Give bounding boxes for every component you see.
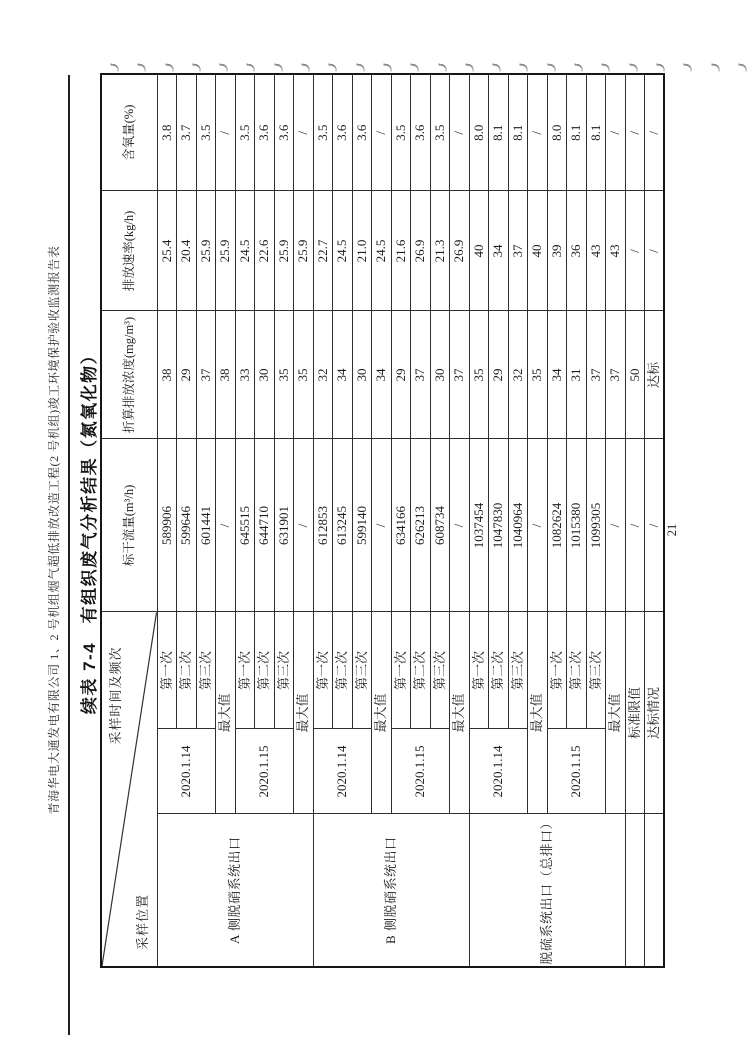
freq-cell: 第三次 (430, 612, 450, 729)
concentration-cell: 30 (352, 311, 372, 439)
concentration-cell: 34 (547, 311, 567, 439)
table-row (157, 74, 177, 967)
rate-cell: 25.9 (196, 191, 216, 311)
freq-cell: 第一次 (313, 612, 333, 729)
oxygen-cell: 3.6 (411, 74, 431, 191)
flow-cell: 599140 (352, 439, 372, 612)
page-edge-mark (383, 63, 393, 71)
rate-cell: 36 (567, 191, 587, 311)
flow-cell: 1015380 (567, 439, 587, 612)
freq-cell: 第二次 (411, 612, 431, 729)
concentration-cell: 30 (255, 311, 275, 439)
header-concentration: 折算排放浓度(mg/m³) (101, 311, 157, 439)
page-edge-mark (164, 63, 174, 71)
page-edge-mark (137, 63, 147, 71)
date-cell: 2020.1.15 (547, 729, 606, 814)
header-rate: 排放速率(kg/h) (101, 191, 157, 311)
header-flow: 标干流量(m³/h) (101, 439, 157, 612)
diagonal-header-cell (101, 612, 157, 967)
max-label-cell: 最大值 (528, 612, 548, 814)
page-edge-mark (737, 63, 747, 71)
freq-cell: 第二次 (333, 612, 353, 729)
freq-cell: 第二次 (489, 612, 509, 729)
oxygen-cell: 8.1 (567, 74, 587, 191)
flow-cell: 626213 (411, 439, 431, 612)
concentration-cell: 34 (333, 311, 353, 439)
table-title: 续表 7-4 有组织废气分析结果（氮氧化物） (80, 345, 99, 715)
page-edge-mark (628, 63, 638, 71)
flow-cell: 601441 (196, 439, 216, 612)
oxygen-cell: 3.6 (333, 74, 353, 191)
flow-cell: 1040964 (508, 439, 528, 612)
page-edge-mark (710, 63, 720, 71)
scan-edge-marks (110, 59, 750, 71)
rate-cell: 22.7 (313, 191, 333, 311)
rate-cell: 24.5 (333, 191, 353, 311)
oxygen-cell: 3.5 (196, 74, 216, 191)
flow-cell: 631901 (274, 439, 294, 612)
rate-cell: 25.9 (294, 191, 314, 311)
rate-cell: 43 (586, 191, 606, 311)
flow-cell: 1047830 (489, 439, 509, 612)
header-oxygen: 含氧量(%) (101, 74, 157, 191)
flow-cell: 645515 (235, 439, 255, 612)
freq-cell: 第三次 (508, 612, 528, 729)
flow-cell: / (216, 439, 236, 612)
oxygen-cell: 8.0 (547, 74, 567, 191)
oxygen-cell: / (606, 74, 626, 191)
concentration-cell: 29 (489, 311, 509, 439)
table-row (469, 74, 489, 967)
page-edge-mark (410, 63, 420, 71)
flow-cell: 599646 (177, 439, 197, 612)
date-cell: 2020.1.14 (469, 729, 528, 814)
freq-cell: 第三次 (586, 612, 606, 729)
rate-cell: 37 (508, 191, 528, 311)
rate-cell: 39 (547, 191, 567, 311)
concentration-cell: 37 (606, 311, 626, 439)
oxygen-cell: 3.5 (430, 74, 450, 191)
oxygen-cell: 8.1 (586, 74, 606, 191)
concentration-cell: 33 (235, 311, 255, 439)
page-edge-mark (437, 63, 447, 71)
concentration-cell: 35 (528, 311, 548, 439)
concentration-cell: 29 (177, 311, 197, 439)
location-empty-cell (625, 814, 645, 967)
oxygen-cell: 3.6 (274, 74, 294, 191)
concentration-cell: 38 (216, 311, 236, 439)
page-edge-mark (328, 63, 338, 71)
oxygen-cell: / (372, 74, 392, 191)
page-header: 青海华电大通发电有限公司 1、2 号机组烟气超低排放改造工程(2 号机组)竣工环境保护验收监测报告表 (47, 245, 61, 815)
footer-row (645, 74, 665, 967)
max-label-cell: 最大值 (372, 612, 392, 814)
date-cell: 2020.1.15 (391, 729, 450, 814)
oxygen-cell: 8.1 (489, 74, 509, 191)
oxygen-cell: 8.1 (508, 74, 528, 191)
oxygen-cell: 8.0 (469, 74, 489, 191)
rate-cell: 26.9 (411, 191, 431, 311)
oxygen-cell: / (216, 74, 236, 191)
oxygen-cell: 3.6 (352, 74, 372, 191)
concentration-cell: 31 (567, 311, 587, 439)
page-edge-mark (492, 63, 502, 71)
oxygen-cell: 3.5 (313, 74, 333, 191)
freq-cell: 第二次 (177, 612, 197, 729)
concentration-cell: 达标 (645, 311, 665, 439)
location-cell: 脱硫系统出口（总排口） (469, 814, 625, 967)
rate-cell: 22.6 (255, 191, 275, 311)
oxygen-cell: / (450, 74, 470, 191)
flow-cell: 589906 (157, 439, 177, 612)
concentration-cell: 30 (430, 311, 450, 439)
page-edge-mark (246, 63, 256, 71)
concentration-cell: 50 (625, 311, 645, 439)
rate-cell: 25.4 (157, 191, 177, 311)
oxygen-cell: / (645, 74, 665, 191)
freq-cell: 第三次 (274, 612, 294, 729)
max-label-cell: 最大值 (294, 612, 314, 814)
header-row (101, 74, 157, 967)
location-cell: B 侧脱硝系统出口 (313, 814, 469, 967)
results-table (100, 73, 665, 968)
concentration-cell: 35 (469, 311, 489, 439)
freq-cell: 第一次 (547, 612, 567, 729)
freq-cell: 第一次 (157, 612, 177, 729)
oxygen-cell: / (528, 74, 548, 191)
concentration-cell: 32 (508, 311, 528, 439)
concentration-cell: 29 (391, 311, 411, 439)
rate-cell: 25.9 (274, 191, 294, 311)
flow-cell: 1082624 (547, 439, 567, 612)
flow-cell: 1037454 (469, 439, 489, 612)
concentration-cell: 35 (294, 311, 314, 439)
rate-cell: 21.3 (430, 191, 450, 311)
flow-cell: / (645, 439, 665, 612)
rate-cell: 20.4 (177, 191, 197, 311)
date-cell: 2020.1.15 (235, 729, 294, 814)
rate-cell: 40 (528, 191, 548, 311)
header-rule (68, 75, 70, 1035)
concentration-cell: 37 (411, 311, 431, 439)
flow-cell: 634166 (391, 439, 411, 612)
page-edge-mark (355, 63, 365, 71)
freq-cell: 第一次 (391, 612, 411, 729)
page-edge-mark (301, 63, 311, 71)
rate-cell: 21.6 (391, 191, 411, 311)
rate-cell: 24.5 (235, 191, 255, 311)
rate-cell: 26.9 (450, 191, 470, 311)
rate-cell: 21.0 (352, 191, 372, 311)
concentration-cell: 32 (313, 311, 333, 439)
page-edge-mark (110, 63, 120, 71)
freq-cell: 第一次 (235, 612, 255, 729)
rate-cell: / (625, 191, 645, 311)
page-edge-mark (191, 63, 201, 71)
page-edge-mark (519, 63, 529, 71)
oxygen-cell: / (625, 74, 645, 191)
page-edge-mark (601, 63, 611, 71)
rate-cell: 25.9 (216, 191, 236, 311)
flow-cell: 613245 (333, 439, 353, 612)
rate-cell: 24.5 (372, 191, 392, 311)
freq-cell: 第二次 (567, 612, 587, 729)
flow-cell: 612853 (313, 439, 333, 612)
page-edge-mark (574, 63, 584, 71)
freq-cell: 第二次 (255, 612, 275, 729)
oxygen-cell: / (294, 74, 314, 191)
oxygen-cell: 3.5 (391, 74, 411, 191)
oxygen-cell: 3.8 (157, 74, 177, 191)
date-cell: 2020.1.14 (157, 729, 216, 814)
freq-cell: 第三次 (196, 612, 216, 729)
max-label-cell: 最大值 (450, 612, 470, 814)
header-sampling-location: 采样位置 (134, 893, 150, 950)
location-empty-cell (645, 814, 665, 967)
freq-cell: 第一次 (469, 612, 489, 729)
page-number: 21 (665, 523, 679, 537)
oxygen-cell: 3.7 (177, 74, 197, 191)
location-cell: A 侧脱硝系统出口 (157, 814, 313, 967)
page-edge-mark (546, 63, 556, 71)
footer-label-cell: 标准限值 (625, 612, 645, 814)
concentration-cell: 37 (586, 311, 606, 439)
concentration-cell: 37 (196, 311, 216, 439)
flow-cell: / (606, 439, 626, 612)
flow-cell: / (294, 439, 314, 612)
max-label-cell: 最大值 (606, 612, 626, 814)
page-edge-mark (464, 63, 474, 71)
page-edge-mark (683, 63, 693, 71)
date-cell: 2020.1.14 (313, 729, 372, 814)
concentration-cell: 38 (157, 311, 177, 439)
flow-cell: / (625, 439, 645, 612)
footer-label-cell: 达标情况 (645, 612, 665, 814)
page-edge-mark (273, 63, 283, 71)
freq-cell: 第三次 (352, 612, 372, 729)
oxygen-cell: 3.6 (255, 74, 275, 191)
header-time-frequency: 采样时间及频次 (108, 646, 123, 745)
flow-cell: / (372, 439, 392, 612)
footer-row (625, 74, 645, 967)
flow-cell: 608734 (430, 439, 450, 612)
flow-cell: 1099305 (586, 439, 606, 612)
concentration-cell: 35 (274, 311, 294, 439)
table-row (313, 74, 333, 967)
page-edge-mark (655, 63, 665, 71)
rate-cell: / (645, 191, 665, 311)
concentration-cell: 34 (372, 311, 392, 439)
rate-cell: 40 (469, 191, 489, 311)
flow-cell: / (528, 439, 548, 612)
flow-cell: 644710 (255, 439, 275, 612)
rate-cell: 34 (489, 191, 509, 311)
flow-cell: / (450, 439, 470, 612)
concentration-cell: 37 (450, 311, 470, 439)
page-edge-mark (219, 63, 229, 71)
oxygen-cell: 3.5 (235, 74, 255, 191)
rate-cell: 43 (606, 191, 626, 311)
max-label-cell: 最大值 (216, 612, 236, 814)
